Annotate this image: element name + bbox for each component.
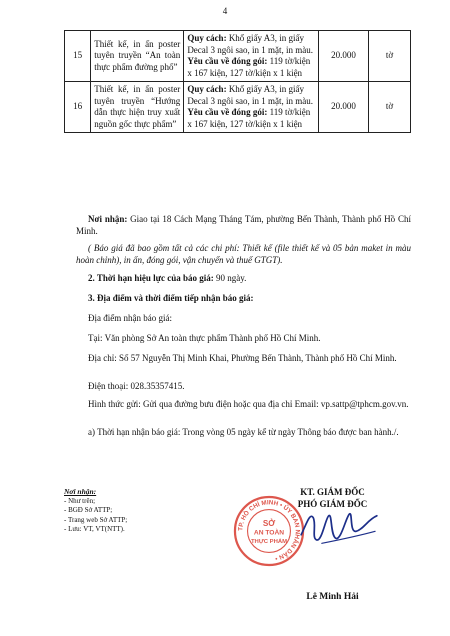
item-unit: tờ (368, 82, 410, 133)
item-name: Thiết kế, in ấn poster tuyên truyền “An toàn thực phẩm đường phố” (91, 31, 184, 82)
official-stamp (232, 494, 306, 568)
item-quantity: 20.000 (319, 82, 369, 133)
pack-label: Yêu cầu về đóng gói: (187, 107, 268, 117)
stamp-line3: THỰC PHẨM (250, 538, 288, 545)
stamp-line2: AN TOÀN (253, 529, 285, 537)
recipient-item: - Như trên; (64, 496, 96, 505)
spec-label: Quy cách: (187, 33, 227, 43)
table-row (65, 82, 411, 133)
item-spec (184, 82, 319, 133)
spec-label: Quy cách: (187, 84, 227, 94)
spec-text: Khổ giấy A3, in giấy Decal 3 ngôi sao, in 1 mặt, in màu. (187, 84, 314, 106)
item-quantity: 20.000 (319, 31, 369, 82)
validity-paragraph (76, 272, 411, 284)
row-number: 16 (65, 82, 91, 133)
handwritten-signature (296, 504, 382, 550)
deadline: a) Thời hạn nhận báo giá: Trong vòng 05 ngày kể từ ngày Thông báo được ban hành./. (88, 427, 399, 437)
price-note: ( Báo giá đã bao gồm tất cả các chi phí: Thiết kế (file thiết kế và 05 bản maket in màu hoàn chỉnh), in ấn, đóng gói, vận chuyển và thuế GTGT). (76, 243, 411, 265)
location-at: Tại: Văn phòng Sở An toàn thực phẩm Thành phố Hồ Chí Minh. (88, 333, 321, 343)
signer-name: Lê Minh Hải (306, 592, 359, 602)
signer-role: KT. GIÁM ĐỐC (300, 487, 365, 497)
spec-text: Khổ giấy A3, in giấy Decal 3 ngôi sao, in 1 mặt, in màu. (187, 33, 314, 55)
recipient-item: - BGĐ Sở ATTP; (64, 506, 113, 514)
pack-label: Yêu cầu về đóng gói: (187, 56, 268, 66)
page-number: 4 (222, 6, 228, 16)
signer-title: PHÓ GIÁM ĐỐC (297, 499, 368, 509)
delivery-text: Giao tại 18 Cách Mạng Tháng Tám, phường Bến Thành, Thành phố Hồ Chí Minh. (76, 214, 412, 236)
stamp-line1: SỞ (262, 518, 276, 528)
validity-label: 2. Thời hạn hiệu lực của báo giá: (88, 273, 214, 283)
item-unit: tờ (368, 31, 410, 82)
delivery-label: Nơi nhận: (88, 214, 128, 224)
item-name: Thiết kế, in ấn poster tuyên truyền “Hướng dẫn thực hiện truy xuất nguồn gốc thực phẩm” (91, 82, 184, 133)
submission: Hình thức gửi: Gửi qua đường bưu điện hoặc qua địa chỉ Email: vp.sattp@tphcm.gov.vn. (88, 399, 409, 409)
row-number: 15 (65, 31, 91, 82)
pack-text: 119 tờ/kiện x 167 kiện, 127 tờ/kiện x 1 kiện (187, 107, 311, 129)
recipient-item: - Lưu: VT, VT(NTT). (64, 525, 125, 533)
stamp-ring-text: TP. HỒ CHÍ MINH • ỦY BAN NHÂN DÂN • (237, 499, 301, 562)
table-row (65, 31, 411, 82)
delivery-paragraph (76, 213, 411, 237)
validity-value: 90 ngày. (213, 273, 247, 283)
recipient-item: - Trang web Sở ATTP; (64, 515, 128, 524)
recipients (64, 487, 214, 535)
location-intro: Địa điểm nhận báo giá: (88, 313, 172, 323)
recipients-title: Nơi nhận: (64, 487, 97, 496)
address: Địa chỉ: Số 57 Nguyễn Thị Minh Khai, Phường Bến Thành, Thành phố Hồ Chí Minh. (88, 353, 397, 363)
section3-title: 3. Địa điểm và thời điểm tiếp nhận báo giá: (88, 293, 254, 303)
pack-text: 119 tờ/kiện x 167 kiện, 127 tờ/kiện x 1 kiện (187, 56, 311, 78)
item-spec (184, 31, 319, 82)
spec-table (64, 30, 411, 133)
phone: Điện thoại: 028.35357415. (88, 381, 185, 391)
